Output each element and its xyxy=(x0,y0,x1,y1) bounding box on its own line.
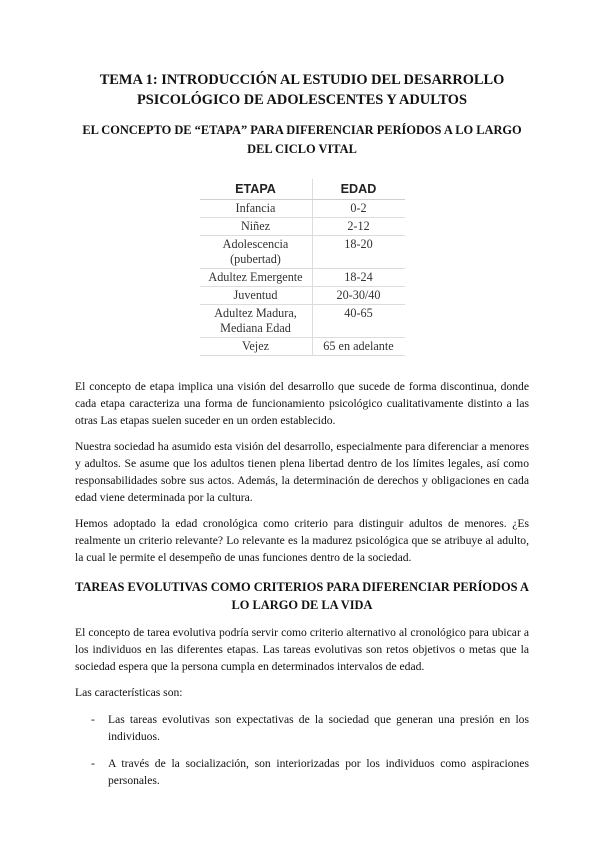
list-item-text: A través de la socialización, son interiorizadas por los individuos como aspiraciones personales. xyxy=(108,757,529,787)
table-cell-age: 65 en adelante xyxy=(312,338,405,356)
table-row xyxy=(200,305,405,338)
table-cell-age: 18-20 xyxy=(312,236,405,269)
table-cell-stage: Adolescencia (pubertad) xyxy=(200,236,313,269)
characteristics-list xyxy=(75,711,529,789)
paragraph-tarea-evolutiva: El concepto de tarea evolutiva podría servir como criterio alternativo al cronológico para ubicar a los individuos en las diferentes etapas. Las tareas evolutivas son retos objetivos o metas que la sociedad espera que la persona cumpla en determinados intervalos de edad. xyxy=(75,626,529,673)
table-row xyxy=(200,218,405,236)
table-cell-stage: Adultez Madura, Mediana Edad xyxy=(200,305,313,338)
table-cell-stage: Infancia xyxy=(200,200,313,218)
bullet-dash: - xyxy=(91,757,95,770)
table-cell-age: 2-12 xyxy=(312,218,405,236)
table-row xyxy=(200,200,405,218)
paragraph-chronological-age: Hemos adoptado la edad cronológica como criterio para distinguir adultos de menores. ¿Es realmente un criterio relevante? Lo relevante es la madurez psicológica que se atribuye al adulto, la cual le permite el desempeño de unas funciones dentro de la sociedad. xyxy=(75,517,529,564)
list-item xyxy=(75,755,529,789)
list-item xyxy=(75,711,529,745)
section-title-tareas: TAREAS EVOLUTIVAS COMO CRITERIOS PARA DIFERENCIAR PERÍODOS A LO LARGO DE LA VIDA xyxy=(75,580,529,612)
paragraph-etapa-concept: El concepto de etapa implica una visión del desarrollo que sucede de forma discontinua, donde cada etapa caracteriza una forma de funcionamiento psicológico cualitativamente distinto a las otras Las etapas suelen suceder en un orden establecido. xyxy=(75,380,529,427)
paragraph-society-view: Nuestra sociedad ha asumido esta visión del desarrollo, especialmente para diferenciar a menores y adultos. Se asume que los adultos tienen plena libertad dentro de los límites legales, así como responsabilidades sobre sus actos. Además, la determinación de derechos y obligaciones en cada edad viene determinada por la cultura. xyxy=(75,440,529,504)
table-cell-stage: Juventud xyxy=(200,287,313,305)
table-header-row xyxy=(200,179,405,200)
stages-table xyxy=(200,179,405,356)
table-cell-stage: Adultez Emergente xyxy=(200,269,313,287)
table-header-edad: EDAD xyxy=(312,179,405,200)
table-cell-age: 40-65 xyxy=(312,305,405,338)
table-row xyxy=(200,269,405,287)
table-cell-age: 20-30/40 xyxy=(312,287,405,305)
list-intro: Las características son: xyxy=(75,686,183,699)
table-cell-age: 18-24 xyxy=(312,269,405,287)
table-cell-stage: Vejez xyxy=(200,338,313,356)
table-row xyxy=(200,236,405,269)
bullet-dash: - xyxy=(91,713,95,726)
stages-table-container xyxy=(75,179,529,356)
list-item-text: Las tareas evolutivas son expectativas de la sociedad que generan una presión en los individuos. xyxy=(108,713,529,743)
table-header-etapa: ETAPA xyxy=(200,179,313,200)
table-row xyxy=(200,338,405,356)
section-title-etapa: EL CONCEPTO DE “ETAPA” PARA DIFERENCIAR PERÍODOS A LO LARGO DEL CICLO VITAL xyxy=(82,123,522,156)
table-cell-stage: Niñez xyxy=(200,218,313,236)
document-title: TEMA 1: INTRODUCCIÓN AL ESTUDIO DEL DESARROLLO PSICOLÓGICO DE ADOLESCENTES Y ADULTOS xyxy=(99,72,505,108)
table-row xyxy=(200,287,405,305)
table-cell-age: 0-2 xyxy=(312,200,405,218)
